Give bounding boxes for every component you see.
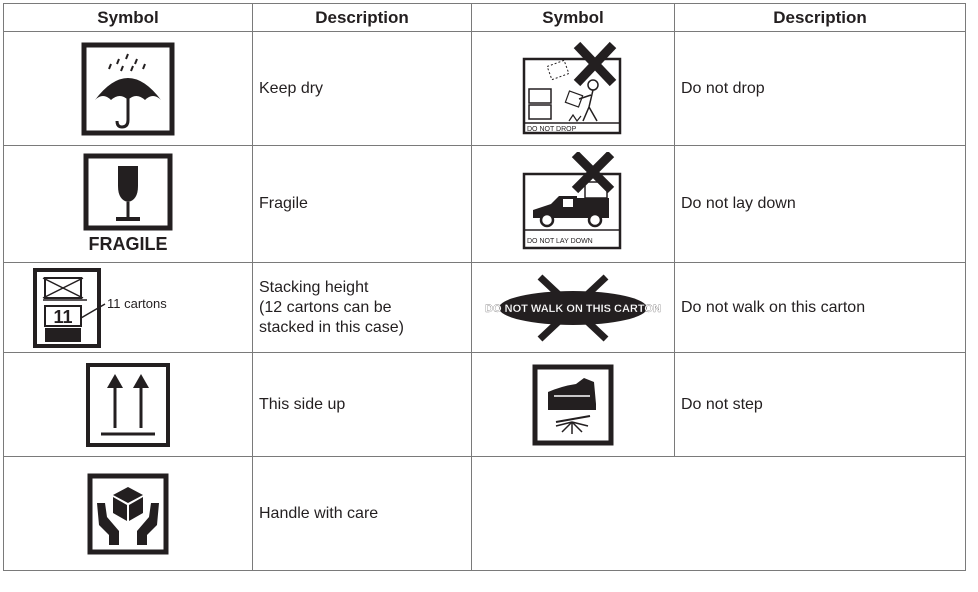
- empty-cell: [472, 457, 966, 571]
- do-not-walk-icon: [478, 273, 668, 343]
- symbol-cell: [472, 263, 675, 353]
- symbol-cell: [4, 146, 253, 263]
- header-row: [4, 4, 966, 32]
- this-side-up-icon: [85, 362, 171, 448]
- description-cell: Do not walk on this carton: [675, 263, 966, 353]
- header-description-2: Description: [675, 4, 966, 32]
- symbol-cell: [4, 263, 253, 353]
- do-not-lay-down-icon: [521, 152, 625, 256]
- symbol-cell: [472, 353, 675, 457]
- description-cell: Do not drop: [675, 32, 966, 146]
- table-row: [4, 146, 966, 263]
- do-not-walk-label: DO NOT WALK ON THIS CARTON: [485, 302, 661, 315]
- description-cell: This side up: [253, 353, 472, 457]
- table-row: [4, 32, 966, 146]
- header-symbol-2: Symbol: [472, 4, 675, 32]
- table-row: [4, 457, 966, 571]
- do-not-drop-icon: [521, 37, 625, 141]
- description-cell: Do not lay down: [675, 146, 966, 263]
- stack-callout: 11 cartons: [107, 295, 167, 311]
- description-cell: Keep dry: [253, 32, 472, 146]
- description-cell: Do not step: [675, 353, 966, 457]
- symbol-cell: [4, 32, 253, 146]
- symbol-cell: [4, 353, 253, 457]
- symbols-table: [3, 3, 966, 571]
- do-not-lay-down-label: DO NOT LAY DOWN: [527, 238, 593, 245]
- symbol-cell: [472, 146, 675, 263]
- table-row: [4, 263, 966, 353]
- symbol-cell: [4, 457, 253, 571]
- do-not-step-icon: [532, 364, 614, 446]
- header-description-1: Description: [253, 4, 472, 32]
- description-cell: Handle with care: [253, 457, 472, 571]
- stacking-height-icon: [13, 266, 243, 350]
- stack-count-label: 11: [53, 306, 73, 327]
- header-symbol-1: Symbol: [4, 4, 253, 32]
- description-line: stacked in this case): [259, 318, 404, 336]
- fragile-icon: [76, 152, 180, 256]
- keep-dry-icon: [81, 42, 175, 136]
- symbol-cell: [472, 32, 675, 146]
- do-not-drop-label: DO NOT DROP: [527, 125, 577, 133]
- table-row: [4, 353, 966, 457]
- fragile-label: FRAGILE: [88, 234, 168, 254]
- handle-with-care-icon: [87, 473, 169, 555]
- description-cell: Fragile: [253, 146, 472, 263]
- description-line: Stacking height: [259, 278, 369, 296]
- description-cell: [253, 263, 472, 353]
- description-line: (12 cartons can be: [259, 298, 392, 316]
